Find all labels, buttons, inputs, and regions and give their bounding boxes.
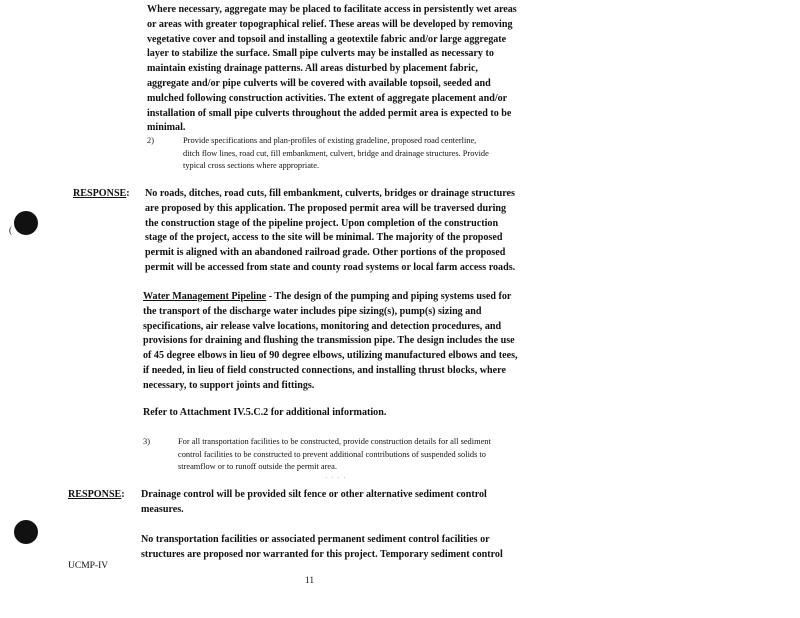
text-line: provisions for draining and flushing the transmission pipe. The design includes the use: [143, 335, 515, 347]
text-line: No roads, ditches, road cuts, fill embankment, culverts, bridges or drainage structures: [145, 188, 515, 199]
text-line: measures.: [141, 503, 184, 515]
response-label-2: RESPONSE:: [68, 489, 125, 500]
text-line: Drainage control will be provided silt fence or other alternative sediment control: [141, 489, 487, 500]
margin-mark: (: [9, 225, 12, 235]
text-line: specifications, air release valve locations, monitoring and detection procedures, and: [143, 320, 502, 332]
text-line: maintain existing drainage patterns. All areas disturbed by placement fabric,: [147, 63, 478, 75]
response-2-text: [141, 488, 487, 518]
footer-document-id: UCMP-IV: [68, 561, 109, 571]
text-line: layer to stabilize the surface. Small pipe culverts may be installed as necessary to: [147, 48, 494, 60]
text-line: of 45 degree elbows in lieu of 90 degree elbows, utilizing manufactured elbows and tees,: [143, 350, 518, 362]
text-line: typical cross sections where appropriate.: [183, 161, 320, 170]
scan-smudge: · · · ·: [325, 474, 347, 482]
text-line: the construction stage of the pipeline project. Upon completion of the construction: [145, 217, 499, 229]
response-1-text: [145, 187, 515, 276]
text-line: the transport of the discharge water includes pipe sizing(s), pump(s) sizing and: [143, 305, 482, 317]
response-label: RESPONSE:: [73, 188, 130, 199]
text-line: For all transportation facilities to be constructed, provide construction details for all sediment: [178, 437, 491, 446]
text-line: Provide specifications and plan-profiles of existing gradeline, proposed road centerline,: [183, 136, 477, 145]
text-line: stage of the project, access to the site will be minimal. The majority of the proposed: [145, 232, 503, 244]
water-management-paragraph: [143, 290, 518, 394]
text-line: Where necessary, aggregate may be placed to facilitate access in persistently wet areas: [147, 4, 517, 15]
page-number: 11: [305, 576, 315, 586]
text-line: aggregate and/or pipe culverts will be covered with available topsoil, seeded and: [147, 77, 491, 89]
text-line: vegetative cover and topsoil and installing a geotextile fabric and/or large aggregate: [147, 33, 507, 45]
item-3-requirement: [178, 436, 491, 474]
text-line: permit will be accessed from state and county road systems or local farm access roads.: [145, 261, 516, 273]
text-line: installation of small pipe culverts throughout the added permit area is expected to be: [147, 107, 512, 119]
text-line: minimal.: [147, 122, 186, 134]
text-line: control facilities to be constructed to prevent additional contributions of suspended solids to: [178, 449, 486, 459]
text-line: structures are proposed nor warranted for this project. Temporary sediment control: [141, 548, 503, 560]
section-heading: Water Management Pipeline: [143, 291, 267, 302]
text-line: Water Management Pipeline - The design of the pumping and piping systems used for: [143, 291, 512, 302]
binder-hole-icon: [14, 211, 38, 235]
text-line: ditch flow lines, road cut, fill embankment, culvert, bridge and drainage structures. Provide: [183, 148, 489, 158]
text-line: necessary, to support joints and fittings.: [143, 379, 315, 391]
text-line: or areas with greater topographical relief. These areas will be developed by removing: [147, 18, 513, 30]
binder-hole-icon: [14, 520, 38, 544]
text-line: streamflow or to runoff outside the permit area.: [178, 462, 337, 471]
item-number-2: 2): [147, 136, 154, 145]
refer-attachment-line: Refer to Attachment IV.5.C.2 for additional information.: [143, 407, 387, 418]
text-line: permit is aligned with an abandoned railroad grade. Other portions of the proposed: [145, 247, 506, 259]
text-line: mulched following construction activities. The extent of aggregate placement and/or: [147, 92, 508, 104]
response-3-text: [141, 533, 503, 563]
item-number-3: 3): [143, 437, 150, 446]
paragraph-aggregate: [147, 3, 517, 136]
text-line: No transportation facilities or associated permanent sediment control facilities or: [141, 534, 490, 545]
item-2-requirement: [183, 135, 489, 173]
text-line: if needed, in lieu of field constructed connections, and installing thrust blocks, where: [143, 364, 506, 376]
text-line: are proposed by this application. The proposed permit area will be traversed during: [145, 202, 507, 214]
